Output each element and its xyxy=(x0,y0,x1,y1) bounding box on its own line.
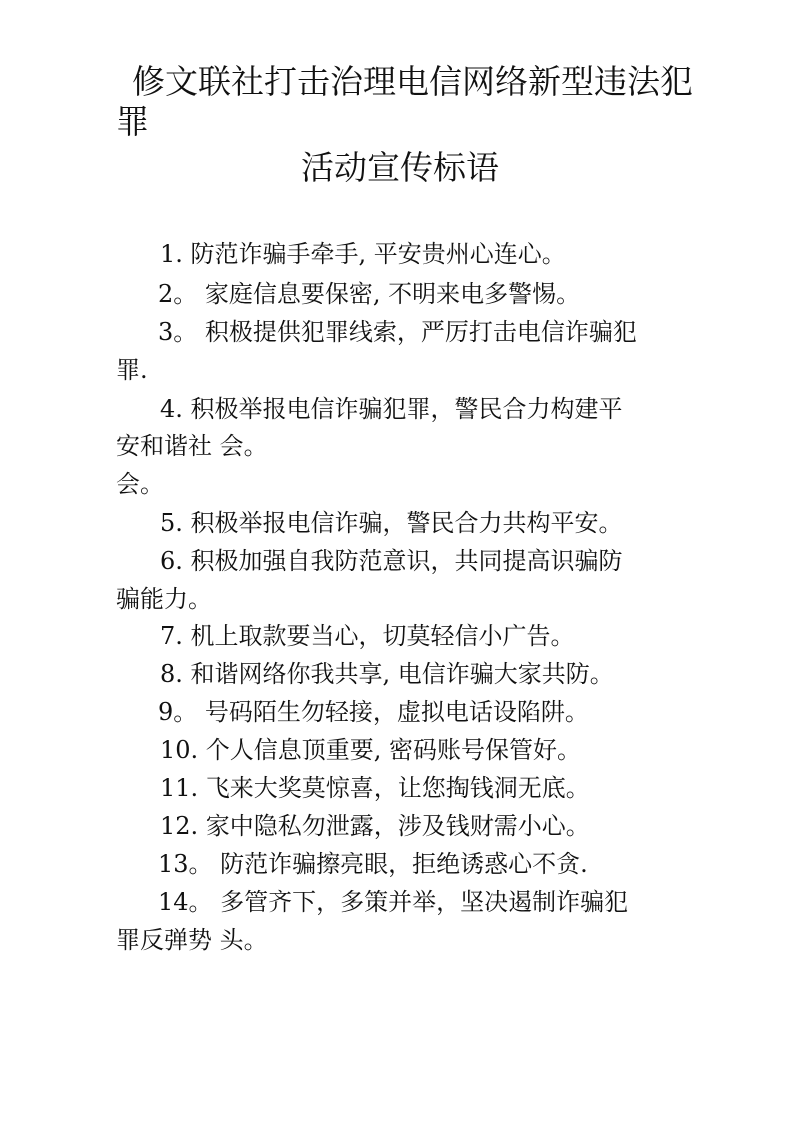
slogan-4-cont-repeat: 会。 xyxy=(116,470,164,498)
slogan-5: 5. 积极举报电信诈骗，警民合力共构平安。 xyxy=(160,509,623,537)
slogan-4: 4. 积极举报电信诈骗犯罪，警民合力构建平 xyxy=(160,395,623,423)
document-title-line-2: 罪 xyxy=(116,102,149,141)
document-title-line-1: 修文联社打击治理电信网络新型违法犯 xyxy=(132,62,693,101)
slogan-11: 11. 飞来大奖莫惊喜，让您掏钱洞无底。 xyxy=(160,774,590,802)
slogan-3: 3。 积极提供犯罪线索，严厉打击电信诈骗犯 xyxy=(158,318,637,346)
slogan-3-cont: 罪. xyxy=(116,356,148,384)
slogan-13: 13。 防范诈骗擦亮眼，拒绝诱惑心不贪. xyxy=(158,850,588,878)
slogan-8: 8. 和谐网络你我共享, 电信诈骗大家共防。 xyxy=(160,660,614,688)
slogan-9: 9。 号码陌生勿轻接，虚拟电话设陷阱。 xyxy=(158,698,589,726)
slogan-12: 12. 家中隐私勿泄露，涉及钱财需小心。 xyxy=(160,812,590,840)
slogan-14: 14。 多管齐下，多策并举，坚决遏制诈骗犯 xyxy=(158,888,629,916)
document-subtitle: 活动宣传标语 xyxy=(301,148,499,187)
slogan-6: 6. 积极加强自我防范意识，共同提高识骗防 xyxy=(160,547,623,575)
slogan-10: 10. 个人信息顶重要, 密码账号保管好。 xyxy=(160,736,582,764)
slogan-2: 2。 家庭信息要保密, 不明来电多警惕。 xyxy=(158,280,581,308)
slogan-6-cont: 骗能力。 xyxy=(116,585,212,613)
slogan-7: 7. 机上取款要当心，切莫轻信小广告。 xyxy=(160,622,575,650)
slogan-4-cont: 安和谐社 会。 xyxy=(116,432,268,460)
slogan-1: 1. 防范诈骗手牵手, 平安贵州心连心。 xyxy=(160,240,566,268)
slogan-14-cont: 罪反弹势 头。 xyxy=(116,926,268,954)
